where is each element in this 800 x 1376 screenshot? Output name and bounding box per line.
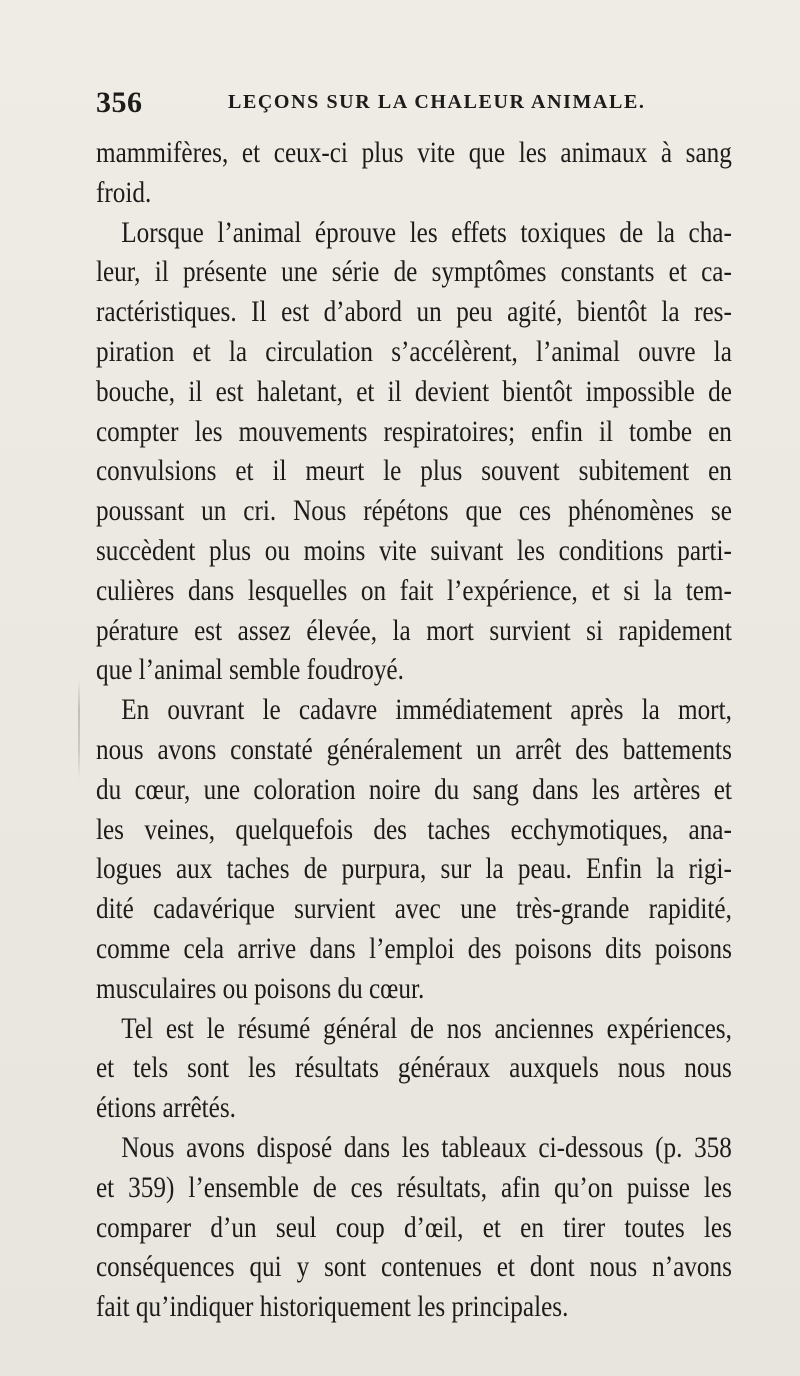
- text-line: dité cadavérique survient avec une très-grande rapidité,: [96, 892, 732, 926]
- text-line: nous avons constaté généralement un arrêt des battements: [96, 732, 732, 766]
- text-line: les veines, quelquefois des taches ecchymotiques, ana-: [96, 812, 732, 846]
- text-line: du cœur, une coloration noire du sang dans les artères et: [96, 772, 732, 806]
- text-line: piration et la circulation s’accélèrent, l’animal ouvre la: [96, 334, 732, 368]
- text-line: musculaires ou poisons du cœur.: [96, 971, 425, 1005]
- text-line: pérature est assez élevée, la mort survient si rapidement: [96, 613, 732, 647]
- text-line: convulsions et il meurt le plus souvent subitement en: [96, 454, 732, 488]
- page-number: 356: [96, 86, 143, 119]
- text-line: poussant un cri. Nous répétons que ces phénomènes se: [96, 494, 732, 528]
- text-line: que l’animal semble foudroyé.: [96, 653, 404, 687]
- text-line: et 359) l’ensemble de ces résultats, afin qu’on puisse les: [96, 1170, 732, 1204]
- text-line: comme cela arrive dans l’emploi des poisons dits poisons: [96, 931, 732, 965]
- margin-mark: [78, 680, 80, 780]
- text-line: succèdent plus ou moins vite suivant les conditions parti-: [96, 533, 732, 567]
- text-line: fait qu’indiquer historiquement les principales.: [96, 1290, 569, 1324]
- text-line: leur, il présente une série de symptômes constants et ca-: [96, 255, 732, 289]
- text-line: mammifères, et ceux-ci plus vite que les animaux à sang: [96, 136, 732, 169]
- text-line: ractéristiques. Il est d’abord un peu agité, bientôt la res-: [96, 295, 732, 329]
- text-line: comparer d’un seul coup d’œil, et en tirer toutes les: [96, 1210, 732, 1244]
- text-line: Tel est le résumé général de nos anciennes expériences,: [121, 1011, 732, 1045]
- text-line: froid.: [96, 175, 152, 209]
- text-line: et tels sont les résultats généraux auxquels nous nous: [96, 1051, 732, 1085]
- text-line: En ouvrant le cadavre immédiatement après la mort,: [121, 693, 732, 727]
- running-head: [96, 86, 736, 120]
- text-line: logues aux taches de purpura, sur la peau. Enfin la rigi-: [96, 852, 732, 886]
- text-line: Nous avons disposé dans les tableaux ci-dessous (p. 358: [121, 1130, 732, 1164]
- text-line: Lorsque l’animal éprouve les effets toxiques de la cha-: [121, 215, 732, 249]
- text-line: étions arrêtés.: [96, 1091, 236, 1125]
- text-line: culières dans lesquelles on fait l’expérience, et si la tem-: [96, 573, 732, 607]
- text-line: compter les mouvements respiratoires; enfin il tombe en: [96, 414, 732, 448]
- running-title: LEÇONS SUR LA CHALEUR ANIMALE.: [228, 91, 646, 113]
- body-text: [96, 133, 732, 1327]
- text-line: conséquences qui y sont contenues et dont nous n’avons: [96, 1250, 732, 1284]
- text-line: bouche, il est haletant, et il devient bientôt impossible de: [96, 374, 732, 408]
